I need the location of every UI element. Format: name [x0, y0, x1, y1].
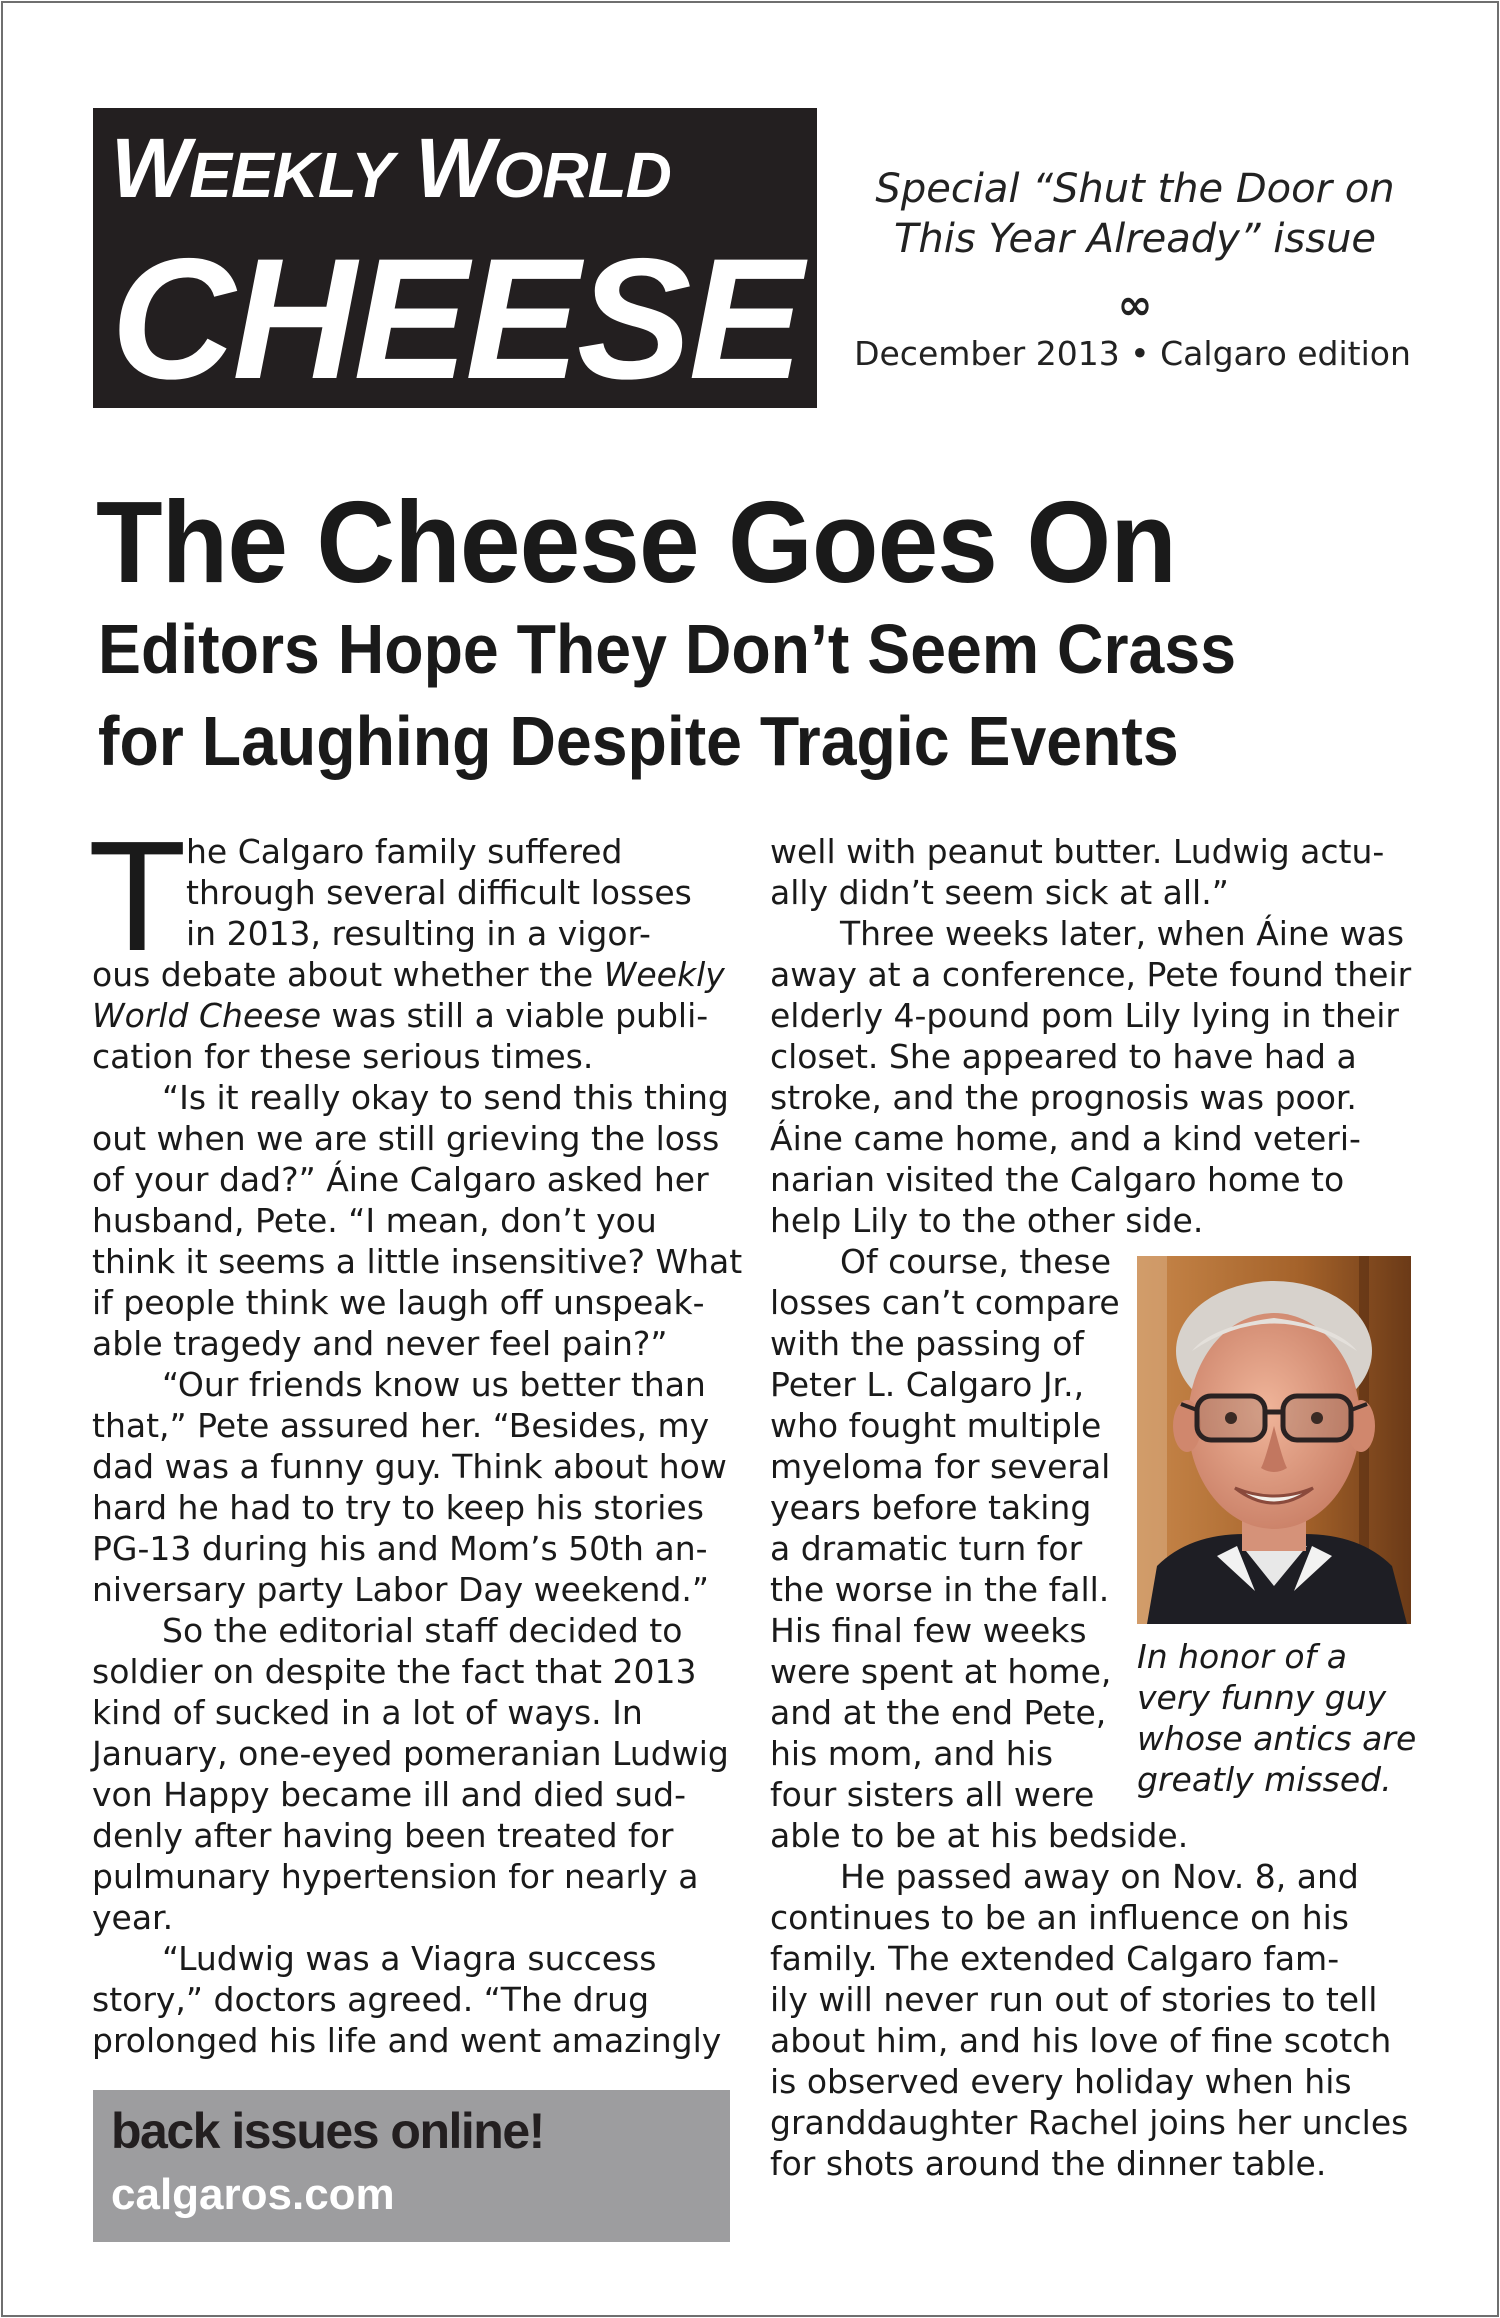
body-line: He passed away on Nov. 8, and	[840, 1857, 1359, 1896]
dateline: December 2013 • Calgaro edition	[854, 334, 1411, 373]
body-line: Áine came home, and a kind veteri-	[770, 1119, 1361, 1158]
body-line: husband, Pete. “I mean, don’t you	[92, 1201, 657, 1240]
body-line: losses can’t compare	[770, 1283, 1120, 1322]
body-line: help Lily to the other side.	[770, 1201, 1204, 1240]
body-line: narian visited the Calgaro home to	[770, 1160, 1345, 1199]
body-line: myeloma for several	[770, 1447, 1111, 1486]
body-line: away at a conference, Pete found their	[770, 955, 1412, 994]
body-line: he Calgaro family suffered	[186, 832, 623, 871]
body-line: the worse in the fall.	[770, 1570, 1110, 1609]
body-line: Of course, these	[840, 1242, 1112, 1281]
back-issues-box	[93, 2090, 730, 2242]
body-line: able tragedy and never feel pain?”	[92, 1324, 668, 1363]
subhead: Editors Hope They Don’t Seem Crass for Laughing Despite Tragic Events	[98, 610, 1237, 780]
body-line: hard he had to try to keep his stories	[92, 1488, 704, 1527]
body-line: if people think we laugh off unspeak-	[92, 1283, 705, 1322]
body-line: Peter L. Calgaro Jr.,	[770, 1365, 1085, 1404]
body-line: about him, and his love of fine scotch	[770, 2021, 1392, 2060]
body-line: that,” Pete assured her. “Besides, my	[92, 1406, 710, 1445]
body-line: granddaughter Rachel joins her uncles	[770, 2103, 1409, 2142]
body-line: elderly 4-pound pom Lily lying in their	[770, 996, 1399, 1035]
body-line: family. The extended Calgaro fam-	[770, 1939, 1340, 1978]
body-line: “Ludwig was a Viagra success	[162, 1939, 657, 1978]
body-line: story,” doctors agreed. “The drug	[92, 1980, 650, 2019]
body-line: January, one-eyed pomeranian Ludwig	[92, 1734, 729, 1773]
body-line: kind of sucked in a lot of ways. In	[92, 1693, 643, 1732]
body-line: years before taking	[770, 1488, 1092, 1527]
masthead	[93, 108, 817, 415]
body-line: niversary party Labor Day weekend.”	[92, 1570, 709, 1609]
body-line: a dramatic turn for	[770, 1529, 1083, 1568]
portrait-photo	[1137, 1256, 1411, 1624]
body-line: with the passing of	[770, 1324, 1085, 1363]
body-line: and at the end Pete,	[770, 1693, 1107, 1732]
body-line: well with peanut butter. Ludwig actu-	[770, 832, 1385, 871]
body-line: out when we are still grieving the loss	[92, 1119, 720, 1158]
portrait-illustration	[1137, 1256, 1411, 1624]
body-line: World Cheese was still a viable publi-	[92, 996, 709, 1035]
body-line: ally didn’t seem sick at all.”	[770, 873, 1229, 912]
body-line: ily will never run out of stories to tell	[770, 1980, 1378, 2019]
body-line: his mom, and his	[770, 1734, 1054, 1773]
body-line: “Our friends know us better than	[162, 1365, 706, 1404]
body-line: So the editorial staff decided to	[162, 1611, 683, 1650]
back-issues-title: back issues online!	[111, 2103, 544, 2159]
body-line: Three weeks later, when Áine was	[840, 914, 1405, 953]
body-line: of your dad?” Áine Calgaro asked her	[92, 1160, 709, 1199]
article-column-1	[92, 831, 747, 2061]
body-line: think it seems a little insensitive? What	[92, 1242, 743, 1281]
body-line: PG-13 during his and Mom’s 50th an-	[92, 1529, 708, 1568]
body-line: who fought multiple	[770, 1406, 1102, 1445]
body-line: ous debate about whether the Weekly	[92, 955, 725, 994]
body-line: were spent at home,	[770, 1652, 1112, 1691]
headline: The Cheese Goes On	[96, 477, 1176, 607]
body-line: soldier on despite the fact that 2013	[92, 1652, 697, 1691]
body-line: von Happy became ill and died sud-	[92, 1775, 687, 1814]
body-line: cation for these serious times.	[92, 1037, 594, 1076]
photo-caption: In honor of a very funny guy whose antics are greatly missed.	[1137, 1637, 1417, 1799]
body-line: dad was a funny guy. Think about how	[92, 1447, 727, 1486]
body-line: is observed every holiday when his	[770, 2062, 1352, 2101]
body-line: continues to be an influence on his	[770, 1898, 1349, 1937]
body-line: year.	[92, 1898, 174, 1937]
body-line: His final few weeks	[770, 1611, 1087, 1650]
body-line: pulmunary hypertension for nearly a	[92, 1857, 699, 1896]
body-line: “Is it really okay to send this thing	[162, 1078, 729, 1117]
body-line: through several difficult losses	[186, 873, 692, 912]
body-line: able to be at his bedside.	[770, 1816, 1189, 1855]
masthead-cheese: CHEESE	[111, 223, 801, 415]
drop-cap: T	[92, 813, 183, 985]
body-line: stroke, and the prognosis was poor.	[770, 1078, 1357, 1117]
body-line: closet. She appeared to have had a	[770, 1037, 1357, 1076]
back-issues-link[interactable]: calgaros.com	[111, 2170, 395, 2219]
body-line: prolonged his life and went amazingly	[92, 2021, 722, 2060]
body-line: denly after having been treated for	[92, 1816, 674, 1855]
body-line: in 2013, resulting in a vigor-	[186, 914, 651, 953]
masthead-weekly-world: WEEKLY WORLD	[111, 121, 671, 215]
body-line: four sisters all were	[770, 1775, 1095, 1814]
body-line: for shots around the dinner table.	[770, 2144, 1327, 2183]
special-issue-note: Special “Shut the Door on This Year Already” issue	[875, 166, 1395, 262]
ornament-icon: ∞	[1117, 280, 1153, 329]
